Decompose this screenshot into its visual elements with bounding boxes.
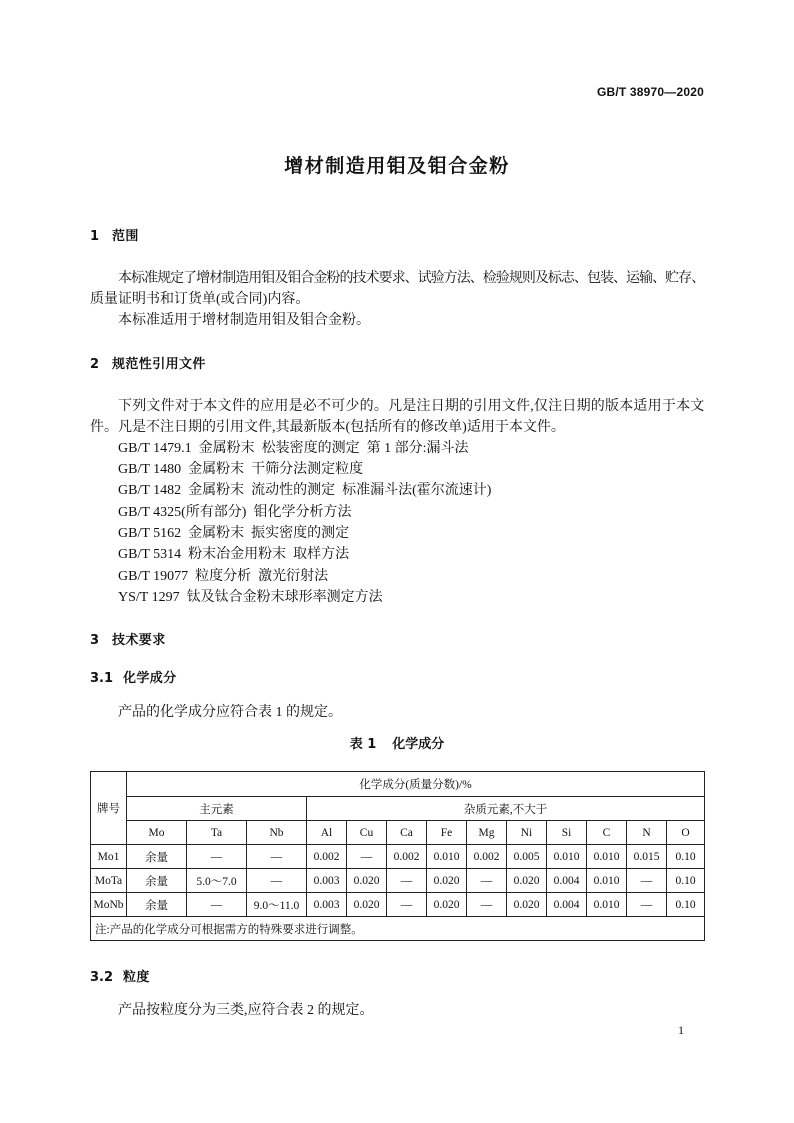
section-number: 3 [90,633,100,648]
impurity-elements-header: 杂质元素,不大于 [307,797,705,821]
table-header-row [91,772,705,797]
grade-header: 牌号 [91,772,127,845]
table-cell: 0.010 [427,845,467,869]
reference-item: YS/T 1297 钛及钛合金粉末球形率测定方法 [118,590,383,605]
table-cell: 余量 [127,845,187,869]
column-header-mg: Mg [467,821,507,845]
table-cell: 0.002 [307,845,347,869]
table-cell: 0.010 [587,893,627,917]
reference-item: GB/T 19077 粒度分析 激光衍射法 [118,569,329,584]
section-1-heading [90,227,704,247]
table-cell: 余量 [127,869,187,893]
table-cell: 0.10 [667,845,705,869]
reference-item: GB/T 1479.1 金属粉末 松装密度的测定 第 1 部分:漏斗法 [118,441,469,456]
table-row [91,845,705,869]
section-2-heading [90,355,704,375]
column-header-fe: Fe [427,821,467,845]
table-caption [0,735,794,755]
table-cell: — [247,845,307,869]
reference-item: GB/T 5162 金属粉末 振实密度的测定 [118,526,350,541]
table-cell: 0.005 [507,845,547,869]
table-cell: 0.020 [507,869,547,893]
table-cell: 0.020 [347,869,387,893]
table-cell: 0.020 [347,893,387,917]
column-header-si: Si [547,821,587,845]
column-header-o: O [667,821,705,845]
main-elements-header: 主元素 [127,797,307,821]
subsection-number: 3.1 [90,671,114,686]
section-title: 技术要求 [112,633,166,648]
table-cell: 0.020 [427,869,467,893]
grade-cell: Mo1 [91,845,127,869]
table-cell: — [387,869,427,893]
paragraph-line: 产品的化学成分应符合表 1 的规定。 [118,705,342,720]
table-cell: 0.003 [307,869,347,893]
subsection-3-2-heading [90,968,704,988]
table-note-row [91,917,705,941]
table-cell: — [627,893,667,917]
table-cell: 0.010 [587,869,627,893]
table-header-row [91,821,705,845]
column-header-nb: Nb [247,821,307,845]
paragraph-line: 质量证明书和订货单(或合同)内容。 [90,292,310,307]
column-header-c: C [587,821,627,845]
table-caption-title: 化学成分 [392,737,445,752]
column-header-ta: Ta [187,821,247,845]
table-cell: — [467,869,507,893]
table-header-row [91,797,705,821]
paragraph-line: 件。凡是不注日期的引用文件,其最新版本(包括所有的修改单)适用于本文件。 [90,420,565,435]
paragraph-line: 下列文件对于本文件的应用是必不可少的。凡是注日期的引用文件,仅注日期的版本适用于本文 [118,399,704,414]
table-cell: 0.002 [387,845,427,869]
table-note: 注:产品的化学成分可根据需方的特殊要求进行调整。 [91,917,705,941]
table-cell: — [387,893,427,917]
subsection-title: 化学成分 [123,671,177,686]
table-cell: 0.010 [547,845,587,869]
reference-item: GB/T 5314 粉末冶金用粉末 取样方法 [118,547,350,562]
section-title: 范围 [112,229,139,244]
page-number: 1 [678,1023,684,1037]
standard-number: GB/T 38970—2020 [596,85,704,99]
section-title: 规范性引用文件 [112,357,206,372]
subsection-number: 3.2 [90,970,114,985]
reference-item: GB/T 1482 金属粉末 流动性的测定 标准漏斗法(霍尔流速计) [118,483,492,498]
grade-cell: MoNb [91,893,127,917]
table-cell: — [247,869,307,893]
column-header-ni: Ni [507,821,547,845]
table-cell: — [347,845,387,869]
subsection-3-1-heading [90,669,704,689]
column-header-al: Al [307,821,347,845]
table-cell: — [187,893,247,917]
table-cell: — [627,869,667,893]
section-number: 2 [90,357,100,372]
document-title: 增材制造用钼及钼合金粉 [284,155,510,177]
table-cell: 0.010 [587,845,627,869]
paragraph-line: 本标准适用于增材制造用钼及钼合金粉。 [118,313,370,328]
table-cell: 0.002 [467,845,507,869]
paragraph-line: 本标准规定了增材制造用钼及钼合金粉的技术要求、试验方法、检验规则及标志、包装、运输、贮存、 [118,271,704,286]
table-cell: 0.020 [427,893,467,917]
table-row [91,869,705,893]
table-row [91,893,705,917]
column-header-mo: Mo [127,821,187,845]
section-number: 1 [90,229,100,244]
chemical-composition-table [90,771,705,941]
table-cell: 余量 [127,893,187,917]
subsection-title: 粒度 [123,970,150,985]
table-caption-number: 表 1 [349,737,377,752]
table-cell: 0.004 [547,869,587,893]
table-cell: 0.020 [507,893,547,917]
paragraph-line: 产品按粒度分为三类,应符合表 2 的规定。 [118,1003,374,1018]
column-header-n: N [627,821,667,845]
table-cell: 0.003 [307,893,347,917]
table-cell: 9.0～11.0 [247,893,307,917]
reference-item: GB/T 4325(所有部分) 钼化学分析方法 [118,505,352,520]
grade-cell: MoTa [91,869,127,893]
column-header-ca: Ca [387,821,427,845]
reference-item: GB/T 1480 金属粉末 干筛分法测定粒度 [118,462,364,477]
table-cell: — [467,893,507,917]
table-cell: — [187,845,247,869]
table-cell: 0.10 [667,869,705,893]
table-cell: 0.015 [627,845,667,869]
column-header-cu: Cu [347,821,387,845]
table-cell: 0.10 [667,893,705,917]
table-cell: 0.004 [547,893,587,917]
section-3-heading [90,631,704,651]
composition-header: 化学成分(质量分数)/% [127,772,705,797]
table-cell: 5.0～7.0 [187,869,247,893]
